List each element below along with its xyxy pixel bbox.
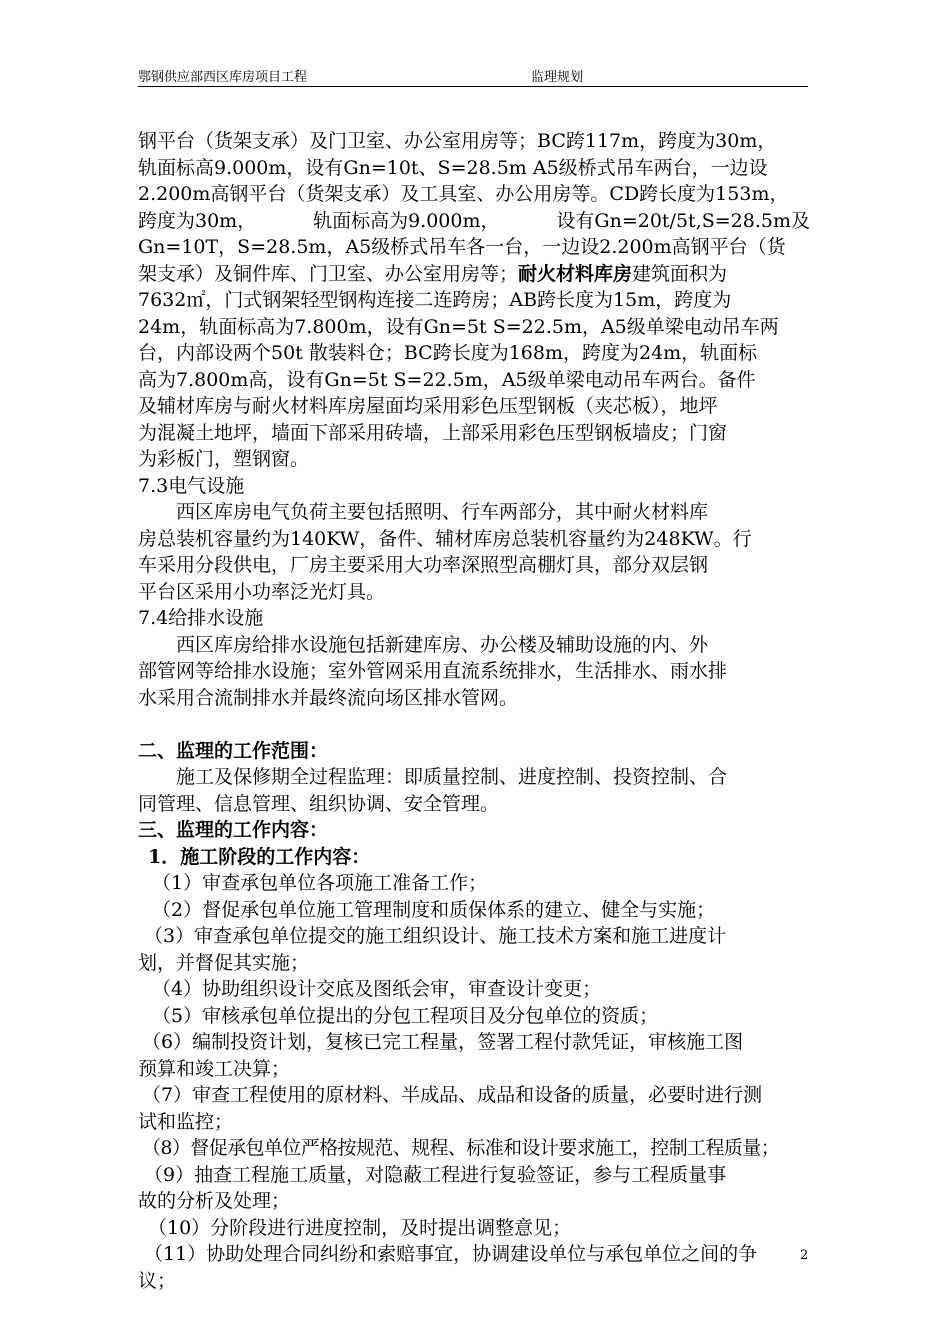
section-heading-content: 三、监理的工作内容： <box>138 819 329 841</box>
list-item: （7）审查工程使用的原材料、半成品、成品和设备的质量，必要时进行测 <box>142 1084 763 1106</box>
paragraph-first-line: 西区库房给排水设施包括新建库房、办公楼及辅助设施的内、外 <box>176 633 709 656</box>
text-line: Gn=10T，S=28.5m，A5级桥式吊车各一台，一边设2.200m高钢平台（货 <box>138 236 786 258</box>
text-line <box>138 261 810 288</box>
text-line: 24m，轨面标高为7.800m，设有Gn=5t S=22.5m，A5级单梁电动吊车两 <box>138 315 779 338</box>
text-line: 高为7.800m高，设有Gn=5t S=22.5m，A5级单梁电动吊车两台。备件 <box>138 368 756 391</box>
paragraph-first-line: 西区库房电气负荷主要包括照明、行车两部分，其中耐火材料库 <box>176 501 709 523</box>
text-line: 2.200m高钢平台（货架支承）及工具室、办公用房等。CD跨长度为153m， <box>138 183 789 205</box>
list-item: （3）审查承包单位提交的施工组织设计、施工技术方案和施工进度计 <box>144 925 727 947</box>
page-header <box>138 60 808 87</box>
list-item-continuation: 预算和竣工决算； <box>138 1057 291 1080</box>
blank-line <box>138 711 810 738</box>
text-line: 车采用分段供电，厂房主要采用大功率深照型高棚灯具，部分双层钢 <box>138 554 709 576</box>
list-item-continuation: 故的分析及处理； <box>138 1190 291 1212</box>
header-project-title: 鄂钢供应部西区库房项目工程 <box>138 70 308 85</box>
list-item-continuation: 议； <box>138 1269 177 1292</box>
text-line: 房总装机容量约为140KW，备件、辅材库房总装机容量约为248KW。行 <box>138 527 752 550</box>
text-line: 7632㎡，门式钢架轻型钢构连接二连跨房；AB跨长度为15m，跨度为 <box>138 289 732 311</box>
text-line: 水采用合流制排水并最终流向场区排水管网。 <box>138 686 519 709</box>
text-line: 部管网等给排水设施；室外管网采用直流系统排水，生活排水、雨水排 <box>138 660 728 682</box>
header-section-title: 监理规划 <box>531 70 584 85</box>
document-body <box>138 128 810 1294</box>
list-item-continuation: 试和监控； <box>138 1110 234 1133</box>
text-line: 为混凝土地坪，墙面下部采用砖墙，上部采用彩色压型钢板墙皮；门窗 <box>138 421 728 444</box>
text-fragment: 设有Gn=20t/5t,S=28.5m及 <box>556 209 810 232</box>
text-line: 钢平台（货架支承）及门卫室、办公室用房等；BC跨117m，跨度为30m， <box>138 130 777 152</box>
text-line: 及辅材库房与耐火材料库房屋面均采用彩色压型钢板（夹芯板），地坪 <box>138 395 718 417</box>
page-number: 2 <box>800 1248 809 1263</box>
paragraph-first-line: 施工及保修期全过程监理：即质量控制、进度控制、投资控制、合 <box>176 766 728 788</box>
list-item: （4）协助组织设计交底及图纸会审，审查设计变更； <box>152 978 602 1000</box>
bold-term: 耐火材料库房 <box>518 262 633 285</box>
section-heading-7-3: 7.3电气设施 <box>138 474 245 497</box>
list-item-continuation: 划，并督促其实施； <box>138 951 310 974</box>
text-line: 同管理、信息管理、组织协调、安全管理。 <box>138 792 500 815</box>
text-line: 轨面标高9.000m，设有Gn=10t、S=28.5m A5级桥式吊车两台，一边设 <box>138 156 768 179</box>
text-line: 台，内部设两个50t 散装料仓；BC跨长度为168m，跨度为24m，轨面标 <box>138 342 758 364</box>
list-item: （6）编制投资计划，复核已完工程量，签署工程付款凭证，审核施工图 <box>142 1031 744 1053</box>
list-item: （11）协助处理合同纠纷和索赔事宜，协调建设单位与承包单位之间的争 <box>144 1243 758 1265</box>
subsection-heading: 1．施工阶段的工作内容： <box>148 845 371 868</box>
text-line: 平台区采用小功率泛光灯具。 <box>138 580 386 603</box>
list-item: （5）审核承包单位提出的分包工程项目及分包单位的资质； <box>152 1004 659 1027</box>
section-heading-scope: 二、监理的工作范围： <box>138 739 329 762</box>
list-item: （2）督促承包单位施工管理制度和质保体系的建立、健全与实施； <box>152 898 716 921</box>
list-item: （8）督促承包单位严格按规范、规程、标准和设计要求施工，控制工程质量； <box>142 1137 780 1159</box>
text-fragment: 跨度为30m， <box>138 209 257 232</box>
list-item: （10）分阶段进行进度控制，及时提出调整意见； <box>148 1216 572 1239</box>
list-item: （1）审查承包单位各项施工准备工作； <box>152 872 488 894</box>
text-fragment: 建筑面积为 <box>632 262 728 285</box>
text-fragment: 轨面标高为9.000m， <box>313 209 500 232</box>
section-heading-7-4: 7.4给排水设施 <box>138 607 264 629</box>
list-item: （9）抽查工程施工质量，对隐蔽工程进行复验签证，参与工程质量事 <box>144 1163 727 1186</box>
text-fragment: 架支承）及铜件库、门卫室、办公室用房等； <box>138 262 519 285</box>
text-line <box>138 208 810 235</box>
text-line: 为彩板门，塑钢窗。 <box>138 448 310 470</box>
